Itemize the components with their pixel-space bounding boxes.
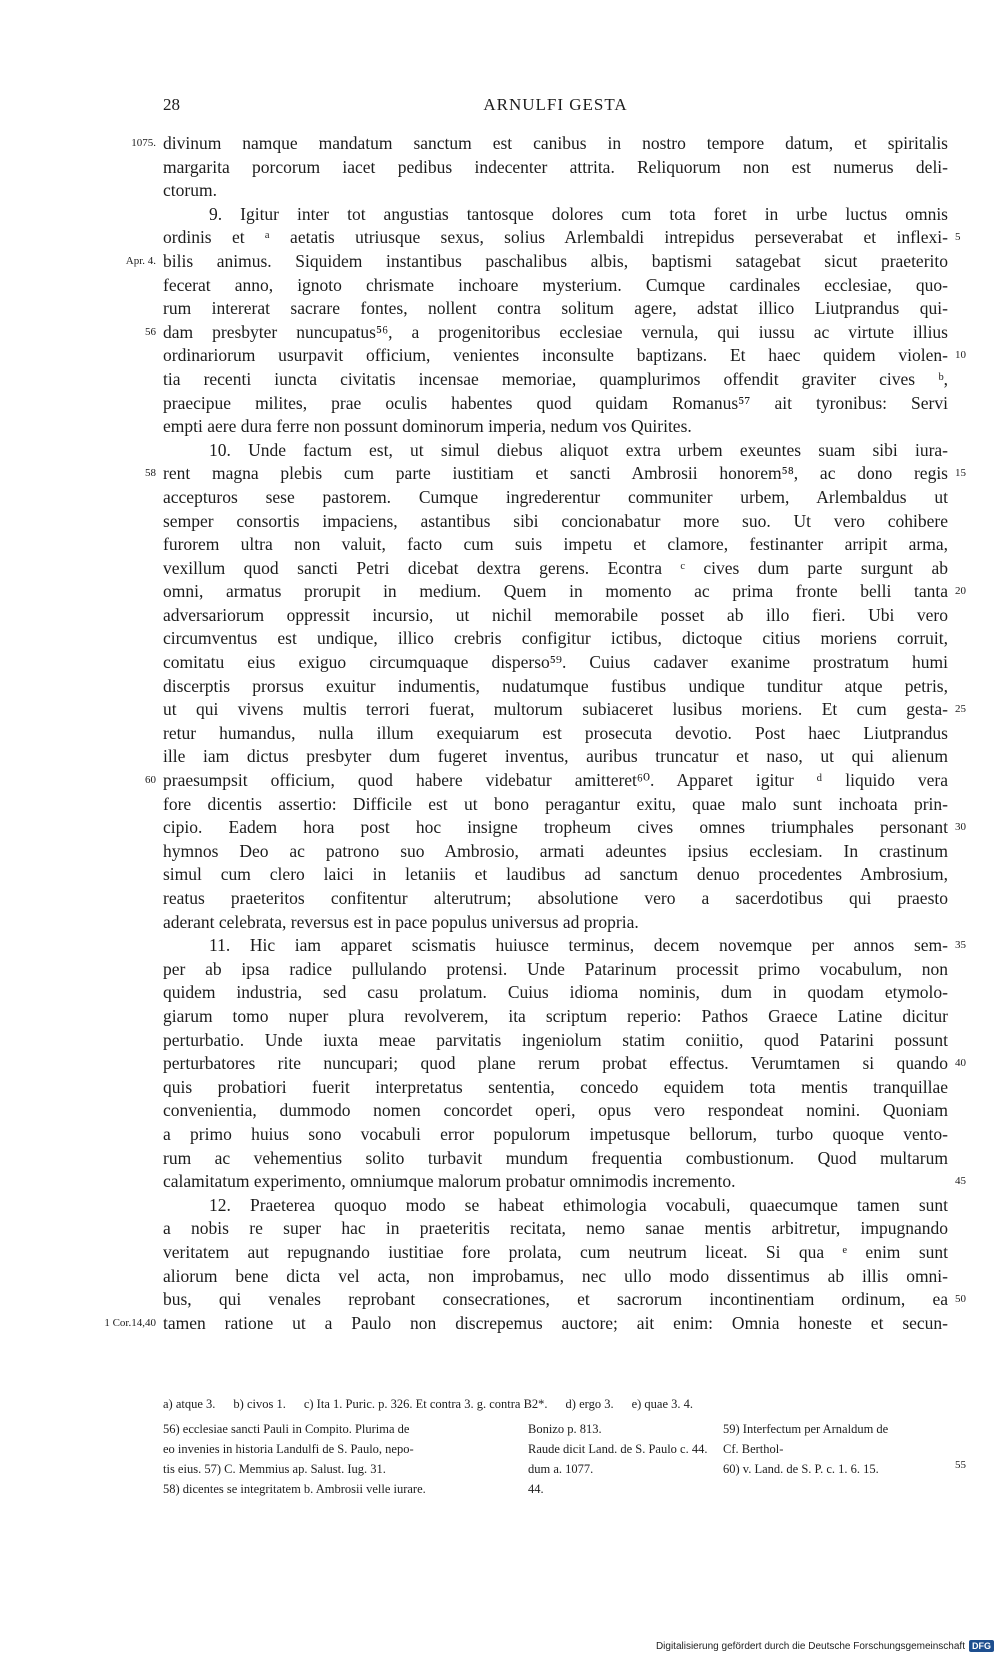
text-line-content: perturbatores rite nuncupari; quod plane rerum probat effectus. Verumtamen si quando (163, 1053, 948, 1074)
line-number: 5 (955, 231, 961, 244)
text-line-content: adversariorum oppressit incursio, ut nichil memorabile posset ab illo fieri. Ubi vero (163, 604, 948, 625)
text-line (163, 510, 948, 534)
text-line (163, 1217, 948, 1241)
footnote-line: Raude dicit Land. de S. Paulo c. 44. (528, 1442, 708, 1456)
text-line-content: vexillum quod sancti Petri dicebat dextra gerens. Econtra ᶜ cives dum parte surgunt ab (163, 557, 948, 578)
text-line-content: ille iam dictus presbyter dum fugeret inventus, auribus truncatur et naso, ut qui alienum (163, 746, 948, 767)
text-line-content: rent magna plebis cum parte iustitiam et sancti Ambrosii honorem⁵⁸, ac dono regis (163, 463, 948, 484)
text-line (163, 156, 948, 180)
line-number: 45 (955, 1175, 966, 1188)
critical-note: c) Ita 1. Puric. p. 326. Et contra 3. g. contra B2*. (303, 1397, 548, 1411)
text-line (163, 1052, 966, 1076)
text-line-content: per ab ipsa radice pullulando protensi. Unde Patarinum processit primo vocabulum, non (163, 958, 948, 979)
line-number: 50 (955, 1293, 966, 1306)
text-line (163, 911, 948, 935)
left-margin-note: 1075. (131, 137, 156, 149)
text-line (163, 1170, 966, 1194)
footnote-column-1 (163, 1419, 426, 1499)
text-line (104, 1312, 948, 1336)
dfg-logo-icon: DFG (969, 1640, 994, 1652)
text-line-content: divinum namque mandatum sanctum est canibus in nostro tempore datum, et spiritalis (163, 133, 948, 153)
text-line-content: veritatem aut repugnando iustitiae fore prolata, cum neutrum liceat. Si qua ᵉ enim sunt (163, 1241, 948, 1262)
text-line-content: fecerat anno, ignoto chrismate inchoare mysterium. Cumque cardinales ecclesiae, quo- (163, 274, 948, 295)
footnote-line: 58) dicentes se integritatem b. Ambrosii velle iurare. (163, 1482, 426, 1496)
text-line (163, 981, 948, 1005)
footnote-line: Cf. Berthol- (723, 1442, 784, 1456)
text-line (163, 580, 966, 604)
critical-note: e) quae 3. 4. (631, 1397, 694, 1411)
footnote-line: 44. (528, 1482, 544, 1496)
left-margin-note: 56 (145, 325, 156, 338)
text-line-content: hymnos Deo ac patrono suo Ambrosio, armati adeuntes ipsius ecclesiam. In crastinum (163, 840, 948, 861)
text-line (163, 226, 961, 250)
left-margin-note: 60 (145, 774, 156, 787)
footnotes (163, 1393, 966, 1519)
text-line (163, 1005, 948, 1029)
text-line (163, 415, 948, 439)
text-line (163, 698, 966, 722)
text-line-content: circumventus est undique, illico crebris configitur ictibus, dictoque citius moriens corruit, (163, 628, 948, 649)
text-line-content: praecipue milites, prae oculis habentes quod quidam Romanus⁵⁷ ait tyronibus: Servi (163, 392, 948, 413)
text-line (163, 368, 948, 392)
line-number: 30 (955, 821, 966, 834)
text-line-content: simul cum clero laici in letaniis et laudibus ad sanctum denuo procedentes Ambrosium, (163, 864, 948, 885)
text-line-content: 9. Igitur inter tot angustias tantosque dolores cum tota foret in urbe luctus omnis (209, 203, 948, 224)
footnote-line: dum a. 1077. (528, 1462, 594, 1476)
text-line-content: quidem industria, sed casu prolatum. Cuius idioma nominis, dum in quodam etymolo- (163, 982, 948, 1003)
text-line (163, 604, 948, 628)
text-line (163, 840, 948, 864)
left-margin-note: Apr. 4. (125, 254, 156, 267)
text-line (163, 533, 948, 557)
text-line-content: accepturos sese pastorem. Cumque ingrederentur communiter urbem, Arlembaldus ut (163, 486, 948, 507)
text-line-content: dam presbyter nuncupatus⁵⁶, a progenitoribus ecclesiae vernula, qui iussu ac virtute illius (163, 321, 948, 342)
text-line (163, 722, 948, 746)
text-line (163, 1099, 948, 1123)
text-line (163, 793, 948, 817)
footnote-line: 60) v. Land. de S. P. c. 1. 6. 15. (723, 1462, 879, 1476)
line-number: 25 (955, 703, 966, 716)
footnote-line-number: 55 (955, 1459, 966, 1471)
text-line (163, 627, 948, 651)
text-line (163, 1123, 948, 1147)
text-line-content: retur humandus, nulla illum exequiarum est prosecuta devotio. Post haec Liutprandus (163, 722, 948, 743)
text-line-content: margarita porcorum iacet pedibus indecenter attrita. Reliquorum non est numerus deli- (163, 156, 948, 177)
left-margin-note: 1 Cor.14,40 (104, 1316, 156, 1329)
text-line (163, 392, 948, 416)
text-line (163, 863, 948, 887)
text-line-content: empti aere dura ferre non possunt dominorum imperia, nedum vos Quirites. (163, 416, 692, 437)
footnote-line: 59) Interfectum per Arnaldum de (723, 1422, 889, 1436)
line-number: 15 (955, 467, 966, 480)
text-line-content: ctorum. (163, 180, 217, 201)
text-line (131, 132, 948, 156)
text-line (145, 321, 948, 345)
line-number: 40 (955, 1057, 966, 1070)
text-line-content: ordinis et ᵃ aetatis utriusque sexus, solius Arlembaldi intrepidus perseverabat et inflexi- (163, 227, 948, 248)
text-line-content: rum intererat sacrare fontes, nollent contra solitum agere, adstat illico Liutprandus qui- (163, 298, 948, 319)
text-line (163, 274, 948, 298)
text-line (125, 250, 948, 274)
text-line (163, 745, 948, 769)
text-line-content: 12. Praeterea quoquo modo se habeat ethimologia vocabuli, quaecumque tamen sunt (209, 1194, 948, 1215)
page-header (163, 95, 948, 117)
text-line-content: rum ac vehementius solito turbavit mundum frequentia combustionum. Quod multarum (163, 1147, 948, 1168)
text-line-content: a primo huius sono vocabuli error populorum impetusque bellorum, turbo quoque vento- (163, 1123, 948, 1144)
page-number: 28 (163, 95, 180, 114)
text-line (163, 179, 948, 203)
main-text (104, 132, 966, 1335)
text-line (163, 1241, 948, 1265)
critical-apparatus (163, 1393, 948, 1415)
text-line-content: aliorum bene dicta vel acta, non improbamus, nec ullo modo dissentimus ab illis omni- (163, 1265, 948, 1286)
text-line-content: 10. Unde factum est, ut simul diebus aliquot extra urbem exeuntes suam sibi iura- (209, 439, 948, 460)
text-line-content: omni, armatus prorupit in medium. Quem in momento ac prima fronte belli tanta (163, 581, 948, 602)
dfg-credit (656, 1640, 994, 1652)
text-line (163, 203, 948, 227)
text-line-content: ut qui vivens multis terrori fuerat, multorum subiaceret lusibus moriens. Et cum gesta- (163, 699, 948, 720)
text-line (163, 1265, 948, 1289)
text-line (163, 297, 948, 321)
text-line-content: reatus praeteritos confitentur alterutrum; absolutione vero a sacerdotibus qui praesto (163, 888, 948, 908)
text-line-content: giarum tomo nuper plura revolverem, ita scriptum reperio: Pathos Graece Latine dicitur (163, 1005, 948, 1026)
text-line (145, 769, 948, 793)
text-line-content: fore dicentis assertio: Difficile est ut bono peragantur exitu, quae malo sunt inchoata prin- (163, 793, 948, 814)
text-line (163, 934, 966, 958)
footnote-line: tis eius. 57) C. Memmius ap. Salust. Iug. 31. (163, 1462, 386, 1476)
text-line (163, 486, 948, 510)
text-line-content: bus, qui venales reprobant consecrationes, et sacrorum incontinentiam ordinum, ea (163, 1289, 948, 1310)
text-line (163, 1194, 948, 1218)
footnote-line: 56) ecclesiae sancti Pauli in Compito. Plurima de (163, 1422, 410, 1436)
text-line (163, 816, 966, 840)
text-line-content: praesumpsit officium, quod habere videbatur amitteret⁶⁰. Apparet igitur ᵈ liquido vera (163, 770, 948, 791)
text-line-content: 11. Hic iam apparet scismatis huiusce terminus, decem novemque per annos sem- (209, 935, 948, 956)
left-margin-note: 58 (145, 467, 156, 480)
footnote-column-2 (528, 1419, 707, 1499)
line-number: 35 (955, 939, 966, 952)
text-line (163, 557, 948, 581)
text-line-content: cipio. Eadem hora post hoc insigne tropheum cives omnes triumphales personant (163, 817, 948, 838)
text-line-content: aderant celebrata, reversus est in pace populus universus ad propria. (163, 911, 639, 932)
credit-text: Digitalisierung gefördert durch die Deutsche Forschungsgemeinschaft (655, 1640, 965, 1652)
text-line (163, 651, 948, 675)
footnote-line: eo invenies in historia Landulfi de S. Paulo, nepo- (163, 1442, 414, 1456)
text-line (145, 462, 966, 486)
text-line-content: discerptis prorsus exuitur indumentis, nudatumque fustibus undique tunditur atque petris, (163, 675, 948, 696)
critical-note: b) civos 1. (233, 1397, 286, 1411)
critical-note: d) ergo 3. (565, 1397, 614, 1411)
text-line (163, 887, 948, 911)
critical-note: a) atque 3. (163, 1397, 216, 1411)
text-line-content: tamen ratione ut a Paulo non discrepemus auctore; ait enim: Omnia honeste et secun- (163, 1312, 948, 1333)
text-line (163, 1288, 966, 1312)
text-line-content: tia recenti iuncta civitatis incensae memoriae, quamplurimos offendit graviter cives ᵇ, (163, 368, 948, 389)
text-line-content: perturbatio. Unde iuxta meae parvitatis ingeniolum statim coniitio, quod Patarini possunt (163, 1029, 948, 1050)
text-line-content: quis probatiori fuerit interpretatus sententia, concedo equidem tota mentis tranquillae (163, 1076, 948, 1097)
text-line (163, 675, 948, 699)
text-line-content: furorem ultra non valuit, facto cum suis impetu et clamore, festinanter arripit arma, (163, 534, 948, 555)
text-line (163, 1029, 948, 1053)
running-title: ARNULFI GESTA (483, 95, 628, 114)
footnote-columns (163, 1419, 966, 1519)
text-line-content: bilis animus. Siquidem instantibus paschalibus albis, baptismi satagebat sicut praeterito (163, 250, 948, 271)
text-line-content: ordinariorum usurpavit officium, venientes inconsulte baptizans. Et haec quidem violen- (163, 345, 948, 366)
line-number: 20 (955, 585, 966, 598)
text-line (163, 439, 948, 463)
line-number: 10 (955, 349, 966, 362)
text-line-content: a nobis re super hac in praeteritis recitata, nemo sanae mentis arbitretur, impugnando (163, 1218, 948, 1239)
text-line (163, 1076, 948, 1100)
text-line-content: convenientia, dummodo nomen concordet operi, opus vero respondeat nomini. Quoniam (163, 1100, 948, 1121)
text-line-content: comitatu eius exiguo circumquaque disperso⁵⁹. Cuius cadaver exanime prostratum humi (163, 652, 948, 673)
footnote-line: Bonizo p. 813. (528, 1422, 602, 1436)
text-line (163, 344, 966, 368)
text-line-content: calamitatum experimento, omniumque malorum probatur omnimodis incremento. (163, 1171, 736, 1192)
text-line (163, 958, 948, 982)
text-line (163, 1147, 948, 1171)
footnote-column-3 (723, 1419, 888, 1479)
text-line-content: semper consortis impaciens, astantibus sibi concionabatur more suo. Ut vero cohibere (163, 510, 948, 531)
